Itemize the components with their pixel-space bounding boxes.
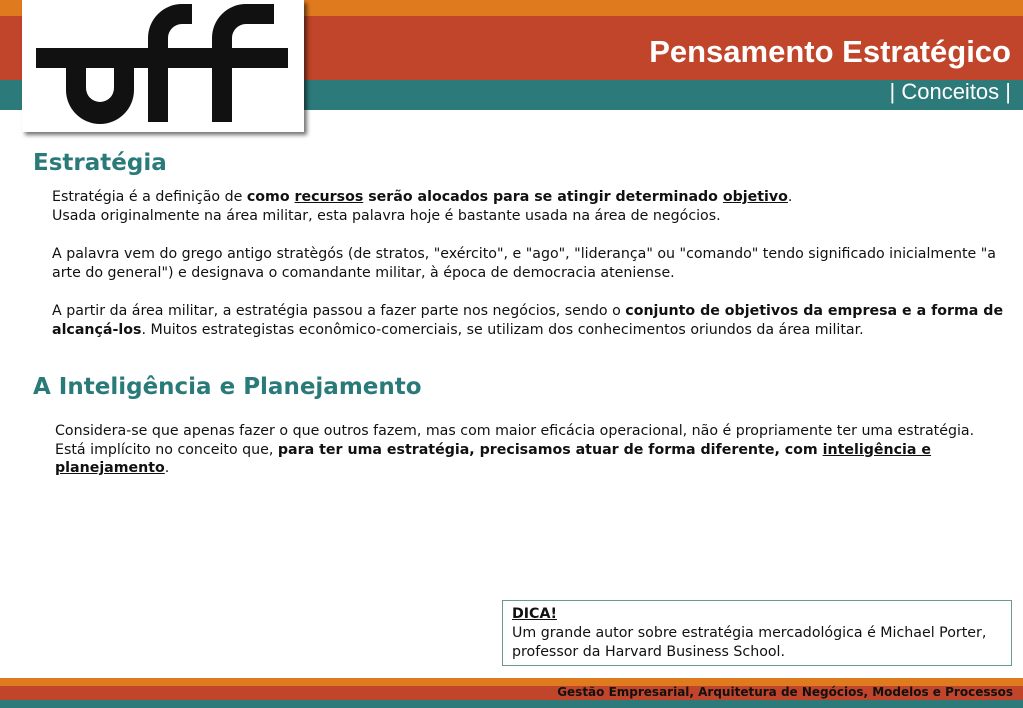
paragraph-inteligencia: Considera-se que apenas fazer o que outros fazem, mas com maior eficácia operacional, não é propriamente ter uma estratégia. Está implícito no conceito que, para ter uma estratégia, precisamos atuar de forma diferente, com inteligência e planejamento. (55, 423, 975, 476)
uff-logo (22, 0, 304, 132)
paragraph-business: A partir da área militar, a estratégia passou a fazer parte nos negócios, sendo o conjunto de objetivos da empresa e a forma de alcançá-los. Muitos estrategistas econômico-comerciais, se utilizam dos conhecimentos oriundos da área militar. (52, 303, 1004, 338)
section-heading-inteligencia: A Inteligência e Planejamento (33, 374, 422, 400)
objetivo-term: objetivo (722, 189, 788, 205)
tip-title: DICA! (512, 606, 557, 622)
recursos-term: recursos (294, 189, 364, 205)
tip-text: Um grande autor sobre estratégia mercadológica é Michael Porter, professor da Harvard Business School. (512, 625, 987, 660)
footer-text: Gestão Empresarial, Arquitetura de Negócios, Modelos e Processos (557, 685, 1013, 699)
uff-logo-graphic (22, 0, 304, 132)
footer-band-teal (0, 700, 1023, 708)
tip-box (502, 600, 1012, 666)
page-subtitle: | Conceitos | (889, 79, 1011, 104)
section-heading-estrategia: Estratégia (33, 150, 167, 176)
inteligencia-term: inteligência e planejamento (55, 441, 932, 476)
page-title: Pensamento Estratégico (649, 34, 1011, 69)
paragraph-definition: Estratégia é a definição de como recursos serão alocados para se atingir determinado objetivo. Usada originalmente na área militar, esta palavra hoje é bastante usada na área de negócios. (52, 189, 793, 224)
paragraph-etymology: A palavra vem do grego antigo stratègós (de stratos, "exército", e "ago", "liderança" ou "comando" tendo significado inicialmente "a arte do general") e designava o comandante militar, à época de democracia ateniense. (52, 246, 996, 281)
